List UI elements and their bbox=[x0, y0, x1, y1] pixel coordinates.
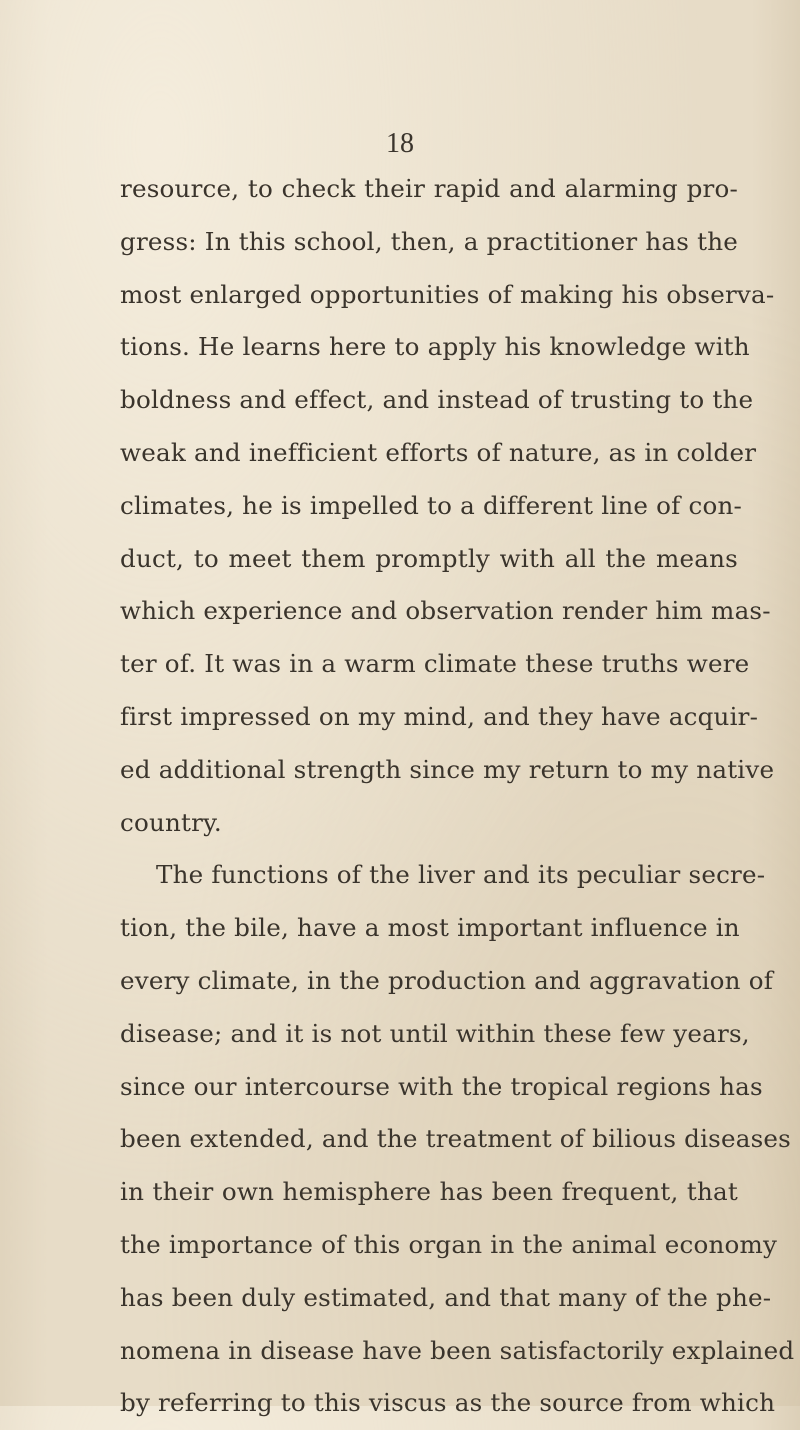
text-line: ed additional strength since my return to my native bbox=[120, 754, 775, 784]
text-line: every climate, in the production and aggravation of bbox=[120, 965, 774, 995]
body-text bbox=[120, 163, 795, 1430]
text-line: climates, he is impelled to a different line of con- bbox=[120, 490, 743, 520]
text-line: by referring to this viscus as the source from which bbox=[120, 1388, 776, 1418]
text-line: most enlarged opportunities of making his observa- bbox=[120, 279, 775, 309]
text-line: tion, the bile, have a most important influence in bbox=[120, 913, 740, 943]
text-line: duct, to meet them promptly with all the means bbox=[120, 543, 738, 573]
page-number: 18 bbox=[386, 128, 414, 159]
text-line: which experience and observation render him mas- bbox=[120, 596, 771, 626]
text-line: disease; and it is not until within these few years, bbox=[120, 1018, 750, 1048]
text-line: boldness and effect, and instead of trusting to the bbox=[120, 385, 754, 415]
text-line: resource, to check their rapid and alarming pro- bbox=[120, 174, 738, 203]
text-line: since our intercourse with the tropical regions has bbox=[120, 1071, 763, 1101]
text-line: first impressed on my mind, and they have acquir- bbox=[120, 701, 759, 731]
text-line: weak and inefficient efforts of nature, as in colder bbox=[120, 437, 757, 467]
text-line: has been duly estimated, and that many of the phe- bbox=[120, 1282, 772, 1312]
text-line: gress: In this school, then, a practitioner has the bbox=[120, 226, 739, 256]
paragraph-end-line: country. bbox=[120, 807, 222, 837]
text-line: ter of. It was in a warm climate these truths were bbox=[120, 649, 750, 679]
text-line: nomena in disease have been satisfactorily explained bbox=[120, 1335, 795, 1365]
text-line: the importance of this organ in the animal economy bbox=[120, 1229, 778, 1259]
paragraph-start-line: The functions of the liver and its peculiar secre- bbox=[156, 860, 766, 890]
text-line: tions. He learns here to apply his knowledge with bbox=[120, 332, 750, 362]
text-line: in their own hemisphere has been frequent, that bbox=[120, 1177, 738, 1207]
text-line: been extended, and the treatment of bilious diseases bbox=[120, 1124, 791, 1154]
